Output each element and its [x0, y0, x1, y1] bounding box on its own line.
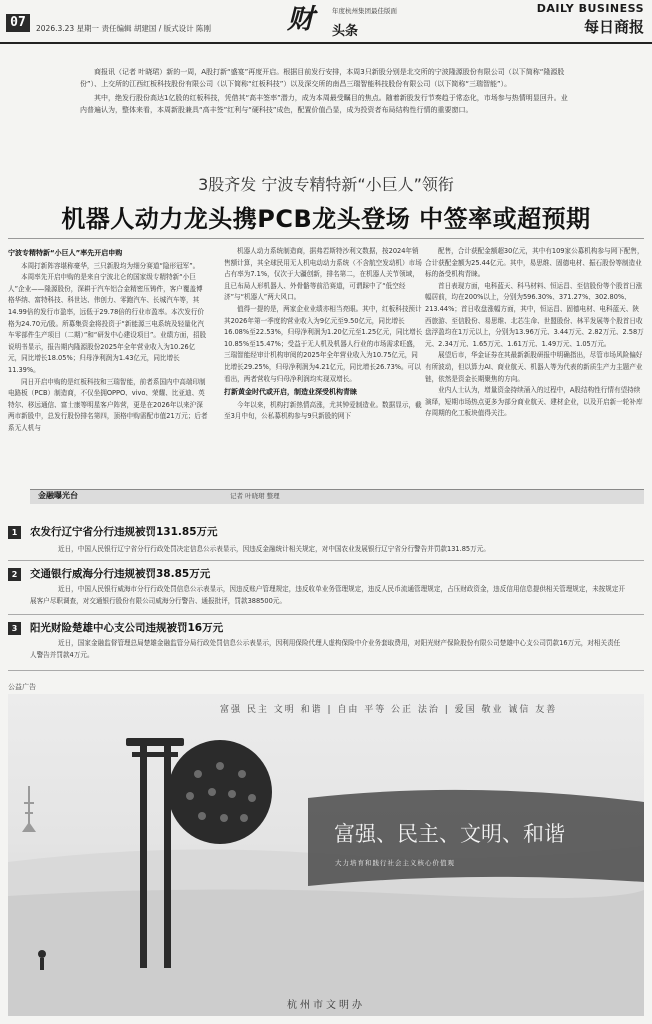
brand-chinese: 每日商报: [583, 18, 644, 36]
article-column-3: [425, 246, 644, 482]
page-number: 07: [6, 14, 30, 32]
public-service-ad: [8, 694, 644, 1016]
column-paragraph: 展望后市，华金证券在其最新新股研报中明确指出，尽管市场风险偏好有所波动，但以算力AI、商业航天、机器人等为代表的新质生产力主题产业链，依然是资金长期聚焦的方向。: [425, 351, 643, 383]
lotus-pod-icon: [168, 740, 272, 844]
ad-sponsor: 杭州市文明办: [287, 1000, 365, 1011]
ad-label: 公益广告: [8, 683, 36, 691]
news-title: 阳光财险楚雄中心支公司违规被罚16万元: [30, 622, 224, 634]
kicker-headline: 3股齐发 宁波专精特新“小巨人”领衔: [198, 175, 454, 194]
section-name: 头条: [332, 24, 359, 39]
column-paragraph: 机器人动力系统制造商，据弗若斯特沙利文数据，按2024年销售额计算，其全球民用无人机电动动力系统（不含航空发动机）市场占有率为7.1%，仅次于大疆创新，排名第二，在机器人关节领域，且已布局人形机器人、外骨骼等前沿赛道，可谓踩中了“低空经济”与“机器人”两大风口。: [224, 247, 422, 302]
news-strip-title: 金融曝光台: [38, 491, 78, 500]
news-strip-bar: [30, 489, 644, 504]
divider: [8, 560, 644, 561]
news-body: 近日，国家金融监督管理总局楚雄金融监管分局行政处罚信息公示表显示，因利用保险代理人虚构保险中介业务套取费用，对阳光财产保险股份有限公司楚雄中心支公司罚款16万元，对相关责任人警告并罚款4万元。: [30, 639, 621, 659]
section-glyph: 财: [287, 4, 314, 35]
column-paragraph: 今年以来，机构打新热情高涨，尤其钟爱制造业。数据显示，截至3月中旬，公私募机构参与9只新股的网下: [224, 400, 422, 421]
news-number: 2: [8, 568, 21, 581]
column-paragraph: 首日表现方面，电科蓝天、科马材料、恒运昌、至信股份等个股首日涨幅居前，均在200%以上，分别为596.30%、371.27%、302.80%、213.44%；首日收盘涨幅方面，其中，恒运昌、固德电材、电科蓝天、陕西旅游、至信股份、易思维、北芯生命、世盟股份、林平发展等个股首日收盘浮盈均在1万元以上，分别为13.96万元、3.44万元、2.82万元、2.58万元、2.34万元、1.65万元、1.61万元、1.49万元、1.05万元。: [425, 281, 644, 348]
column-paragraph: 本周打新阵容堪称豪华，三只新股均为细分赛道“隐形冠军”。: [21, 261, 200, 270]
ad-slogan-subtitle: 大力培育和践行社会主义核心价值观: [335, 859, 455, 867]
lead-paragraph: 商报讯（记者 叶晓珺）新的一周，A股打新“盛宴”再度开启。根据目前发行安排，本周3只新股分别是北交所的宁波隆源股份有限公司（以下简称“隆源股份”）、上交所的江西红板科技股份有限公司（以下简称“红板科技”）以及深交所的南昌三瑞智能科技股份有限公司（以下简称“三瑞智能”）。: [80, 68, 565, 88]
article-column-2: [224, 246, 424, 482]
divider: [8, 670, 644, 671]
divider: [8, 614, 644, 615]
main-headline: 机器人动力龙头携PCB龙头登场 中签率或超预期: [61, 205, 591, 233]
news-title: 农发行辽宁省分行违规被罚131.85万元: [30, 526, 218, 538]
column-subhead: 打新黄金时代或开启，制造业深受机构青睐: [224, 388, 357, 397]
news-number: 3: [8, 622, 21, 635]
section-subtitle: 年度杭州集团最佳版面: [332, 7, 397, 15]
lead-paragraph: 其中，绝发行股份高达1亿股的红板科技，凭借其“高丰签率”潜力，成为本周最受瞩目的焦点。随着新股发行节奏趋于常态化，市场参与热情明显回升。业内普遍认为，整体来看，本周新股兼具“高丰签”红利与“硬科技”成色，配置价值凸显，成为投资者布局结构性行情的重要窗口。: [80, 94, 568, 114]
news-strip-byline: 记者 叶晓珺 整理: [230, 492, 280, 500]
column-subhead: 宁波专精特新“小巨人”率先开启申购: [8, 249, 123, 257]
article-column-1: [8, 246, 208, 482]
column-paragraph: 同日开启申购的是红板科技和三瑞智能，前者系国内中高端印制电路板（PCB）制造商，不仅坐拥OPPO、vivo、荣耀、比亚迪、英特尔、移远通信、富士康等明星客户阵营，更是在2026年以来沪深两市新股中，总发行股份排名第四，顶格申购需配市值21万元；后者系无人机与: [8, 377, 208, 432]
news-title: 交通银行威海分行违规被罚38.85万元: [30, 568, 211, 580]
ad-illustration: [8, 694, 644, 1016]
news-body: 近日，中国人民银行辽宁省分行行政处罚决定信息公示表显示，因违反金融统计相关规定，对中国农业发展银行辽宁省分行警告并罚款131.85万元。: [58, 545, 490, 553]
pagoda-icon: [22, 786, 36, 832]
issue-line: 2026.3.23 星期一 责任编辑 胡建国 / 版式设计 陈刚: [36, 24, 212, 33]
brand-english: DAILY BUSINESS: [536, 2, 644, 15]
column-paragraph: 本周率先开启申购的是来自宁波北仑的国家级专精特新“小巨人”企业——隆源股份，深耕于汽车铝合金精密压铸件，客户覆盖博格华纳、富特科技、科世达、伟创力、零跑汽车、长城汽车等，其14.99倍的发行市盈率，远低于29.78倍的行业市盈率。本次发行价格为24.70元/股。所募集资金将投资于“新能源三电系统及轻量化汽车零部件生产项目（二期）”和“研发中心建设项目”。业绩方面，招股说明书显示，报告期内隆源股份2025年全年营业收入为10.26亿元，同比增长18.05%；归母净利润为1.43亿元，同比增长11.39%。: [8, 273, 207, 374]
column-paragraph: 配售，合计获配金额超30亿元，其中有109家公募机构参与网下配售，合计获配金额为25.44亿元。其中，易思维、固德电材、振石股份等制造业标的备受机构青睐。: [425, 247, 644, 279]
lead-summary: [80, 66, 568, 118]
ad-values-banner: 富强 民主 文明 和谐 | 自由 平等 公正 法治 | 爱国 敬业 诚信 友善: [220, 705, 558, 715]
ad-slogan: 富强、民主、文明、和谐: [334, 822, 565, 846]
news-body: 近日，中国人民银行威海市分行行政处罚信息公示表显示，因违反账户管理规定，违反收单业务管理规定，违反人民币流通管理规定，占压财政资金，违反信用信息提供相关管理规定，未按规定开展客户尽职调查，对交通银行股份有限公司威海分行警告、通报批评，罚款388500元。: [30, 585, 626, 605]
divider: [8, 238, 644, 239]
column-paragraph: 值得一提的是，两家企业业绩亦相当亮眼。其中，红板科技预计其2026年第一季度的营业收入为9亿元至9.50亿元，同比增长16.08%至22.53%，归母净利润为1.20亿元至1.25亿元，同比增长10.85%至15.47%；受益于无人机及机器人行业的市场需求旺盛，三瑞智能经审计机构审阅的2025年全年营业收入为10.75亿元，同比增长29.25%，归母净利润为4.21亿元，同比增长26.73%。可以看出，两者营收与归母净利润均实现双增长。: [224, 304, 423, 383]
news-number: 1: [8, 526, 21, 539]
column-paragraph: 业内人士认为，增量资金持续涌入的过程中，A股结构性行情有望持续演绎，短期市场热点更多为部分商业航天、建材企业，以及开启新一轮补库存周期的化工板块值得关注。: [425, 386, 643, 418]
